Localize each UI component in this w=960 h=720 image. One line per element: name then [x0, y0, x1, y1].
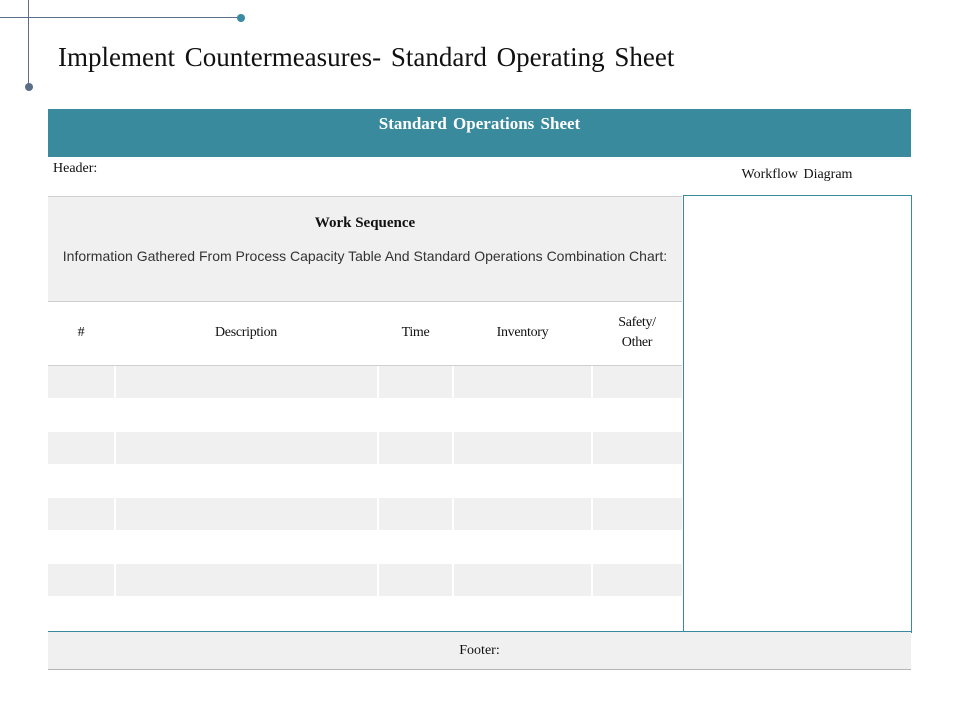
page-title: Implement Countermeasures- Standard Operating Sheet	[58, 42, 675, 72]
table-row[interactable]	[48, 432, 682, 464]
decorative-dot	[237, 14, 245, 22]
decorative-line-vertical	[28, 0, 29, 86]
column-header-inventory: Inventory	[496, 325, 549, 340]
table-row[interactable]	[48, 464, 682, 496]
cell-divider	[591, 366, 593, 398]
work-sequence-section	[48, 196, 682, 302]
sheet-title-band: Standard Operations Sheet	[48, 109, 911, 157]
table-row[interactable]	[48, 398, 682, 430]
cell-divider	[377, 432, 379, 464]
cell-divider	[591, 564, 593, 596]
cell-divider	[452, 366, 454, 398]
footer-row: Footer:	[48, 631, 911, 670]
table-row[interactable]	[48, 366, 682, 398]
workflow-diagram-area[interactable]	[683, 195, 912, 633]
cell-divider	[114, 498, 116, 530]
work-sequence-description: Information Gathered From Process Capacity Table And Standard Operations Combination Chart:	[62, 248, 668, 264]
cell-divider	[452, 564, 454, 596]
cell-divider	[452, 498, 454, 530]
table-row[interactable]	[48, 564, 682, 596]
work-sequence-title: Work Sequence	[314, 215, 416, 231]
column-header-number: #	[77, 325, 85, 340]
header-label: Header:	[53, 161, 98, 176]
cell-divider	[114, 432, 116, 464]
cell-divider	[591, 432, 593, 464]
cell-divider	[377, 564, 379, 596]
cell-divider	[377, 366, 379, 398]
cell-divider	[591, 498, 593, 530]
cell-divider	[452, 432, 454, 464]
cell-divider	[377, 498, 379, 530]
decorative-dot	[25, 83, 33, 91]
column-header-time: Time	[401, 325, 430, 340]
table-row[interactable]	[48, 498, 682, 530]
column-header-safety-other: Safety/ Other	[618, 315, 656, 350]
cell-divider	[114, 564, 116, 596]
decorative-line-horizontal	[0, 17, 240, 18]
table-row[interactable]	[48, 530, 682, 562]
workflow-diagram-label: Workflow Diagram	[741, 167, 853, 182]
column-header-description: Description	[214, 325, 278, 340]
table-row[interactable]	[48, 596, 682, 628]
cell-divider	[114, 366, 116, 398]
